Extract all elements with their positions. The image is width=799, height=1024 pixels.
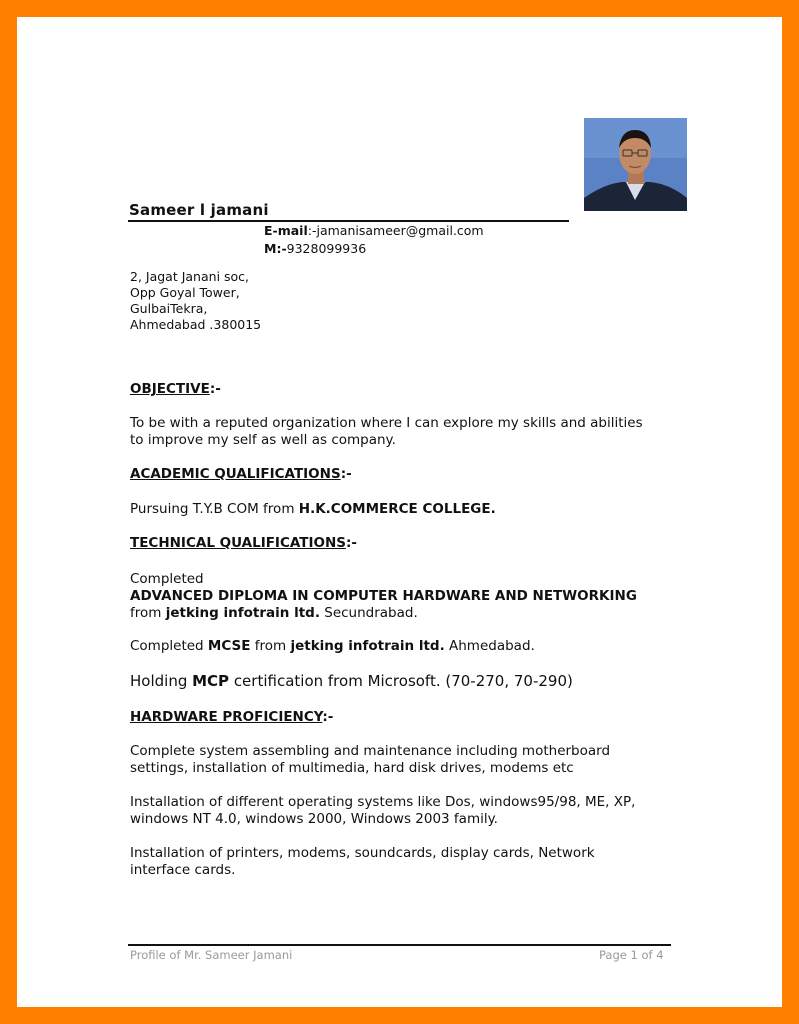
address-line: 2, Jagat Janani soc, bbox=[130, 269, 250, 284]
objective-text: To be with a reputed organization where I can explore my skills and abilities to improve my self as well as company. bbox=[130, 415, 643, 448]
mobile-label: M:- bbox=[264, 241, 287, 256]
email-value: :-jamanisameer@gmail.com bbox=[307, 223, 484, 238]
academic-heading: ACADEMIC QUALIFICATIONS:- bbox=[130, 466, 352, 482]
technical-item-mcp: Holding MCP certification from Microsoft. (70-270, 70-290) bbox=[130, 672, 573, 690]
email-label: E-mail bbox=[264, 223, 308, 238]
candidate-name: Sameer l jamani bbox=[129, 201, 269, 219]
profile-photo bbox=[584, 118, 687, 211]
technical-heading: TECHNICAL QUALIFICATIONS:- bbox=[130, 535, 358, 551]
hardware-paragraph: Installation of different operating systems like Dos, windows95/98, ME, XP, windows NT 4.0, windows 2000, Windows 2003 family. bbox=[130, 794, 636, 827]
mobile-line bbox=[264, 241, 366, 256]
academic-text: Pursuing T.Y.B COM from H.K.COMMERCE COLLEGE. bbox=[130, 501, 496, 517]
hardware-heading: HARDWARE PROFICIENCY:- bbox=[130, 709, 334, 725]
mobile-value: 9328099936 bbox=[286, 241, 367, 256]
footer-rule bbox=[128, 944, 671, 946]
resume-page bbox=[17, 17, 782, 1007]
address-line: Ahmedabad .380015 bbox=[130, 317, 262, 332]
technical-item-diploma: Completed ADVANCED DIPLOMA IN COMPUTER HARDWARE AND NETWORKING from jetking infotrain ltd. Secundrabad. bbox=[130, 571, 637, 621]
objective-heading: OBJECTIVE:- bbox=[130, 381, 221, 397]
name-underline bbox=[128, 220, 569, 222]
footer-profile-text: Profile of Mr. Sameer Jamani bbox=[130, 948, 293, 962]
email-line bbox=[264, 223, 484, 238]
address-line: GulbaiTekra, bbox=[130, 301, 208, 316]
address-line: Opp Goyal Tower, bbox=[130, 285, 240, 300]
address-block bbox=[130, 269, 261, 333]
hardware-paragraph: Installation of printers, modems, soundcards, display cards, Network interface cards. bbox=[130, 845, 595, 878]
hardware-paragraph: Complete system assembling and maintenance including motherboard settings, installation of multimedia, hard disk drives, modems etc bbox=[130, 743, 611, 776]
technical-item-mcse: Completed MCSE from jetking infotrain ltd. Ahmedabad. bbox=[130, 638, 535, 654]
footer-page-number: Page 1 of 4 bbox=[599, 948, 664, 962]
